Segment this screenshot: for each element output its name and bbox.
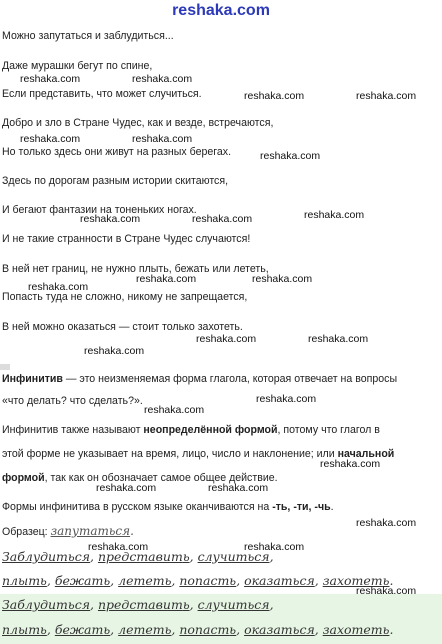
word-stem: захотет xyxy=(322,573,383,588)
word-stem: представит xyxy=(97,549,183,564)
word-sep: , xyxy=(46,573,55,588)
word-ending: ь xyxy=(229,573,237,588)
answer-line-2 xyxy=(2,622,393,637)
answer-line-1 xyxy=(2,597,274,612)
word-sep: , xyxy=(269,597,274,612)
poem-line: Если представить, что может случиться. xyxy=(2,88,202,100)
word-stem: плыт xyxy=(2,573,41,588)
text: Формы инфинитива в русском языке оканчиваются на xyxy=(2,501,273,513)
poem-line: Здесь по дорогам разным истории скитаются, xyxy=(2,175,229,187)
watermark: reshaka.com xyxy=(260,150,321,162)
word-sep: , xyxy=(236,622,245,637)
watermark: reshaka.com xyxy=(244,541,305,553)
watermark: reshaka.com xyxy=(356,585,417,597)
watermark: reshaka.com xyxy=(84,345,145,357)
watermark: reshaka.com xyxy=(132,133,193,145)
word-ending: ься xyxy=(247,597,270,612)
word-sep: , xyxy=(269,549,274,564)
word-stem: бежат xyxy=(54,622,104,637)
word-stem: Заблудит xyxy=(2,549,68,564)
watermark: reshaka.com xyxy=(256,393,317,405)
word-ending: ь xyxy=(103,622,111,637)
term: -ть, -ти, -чь xyxy=(272,501,331,513)
word-ending: ься xyxy=(67,549,90,564)
word-ending: еть xyxy=(145,573,172,588)
watermark: reshaka.com xyxy=(304,209,365,221)
term: Инфинитив xyxy=(2,373,63,385)
text: , потому что глагол в xyxy=(277,424,380,436)
watermark: reshaka.com xyxy=(244,90,305,102)
word-stem: оказат xyxy=(244,622,293,637)
watermark: reshaka.com xyxy=(132,73,193,85)
word-sep: , xyxy=(171,622,180,637)
watermark: reshaka.com xyxy=(136,273,197,285)
site-title[interactable]: reshaka.com xyxy=(172,2,270,19)
poem-line: Добро и зло в Стране Чудес, как и везде, встречаются, xyxy=(2,117,274,129)
theory-line: «что делать? что сделать?». xyxy=(2,395,143,407)
term: начальной xyxy=(337,448,395,460)
text: Инфинитив также называют xyxy=(2,424,144,436)
sample-line xyxy=(2,524,134,538)
text: этой форме не указывает на время, лицо, число и наклонение; или xyxy=(2,448,338,460)
poem-line: Но только здесь они живут на разных берегах. xyxy=(2,146,232,158)
watermark: reshaka.com xyxy=(192,213,253,225)
word-sep: , xyxy=(189,597,198,612)
word-stem: оказат xyxy=(244,573,293,588)
word-stem: случит xyxy=(197,549,248,564)
watermark: reshaka.com xyxy=(28,281,89,293)
sample-comma: . xyxy=(130,524,134,538)
watermark: reshaka.com xyxy=(320,458,381,470)
watermark: reshaka.com xyxy=(96,482,157,494)
word-ending: ься xyxy=(292,573,315,588)
word-ending: ь xyxy=(182,549,190,564)
exercise-line-2 xyxy=(2,573,393,588)
poem-line: В ней можно оказаться — стоит только захотеть. xyxy=(2,321,243,333)
word-stem: попаст xyxy=(179,622,230,637)
word-ending: ь xyxy=(382,573,390,588)
word-ending: ь xyxy=(103,573,111,588)
term: неопределённой формой xyxy=(143,424,278,436)
poem-line: Можно запутаться и заблудиться... xyxy=(2,30,174,42)
word-sep: , xyxy=(46,622,55,637)
watermark: reshaka.com xyxy=(144,404,205,416)
divider-mark xyxy=(0,364,10,370)
word-ending: ь xyxy=(40,622,47,637)
word-stem: плыт xyxy=(2,622,41,637)
watermark: reshaka.com xyxy=(356,90,417,102)
poem-line: Попасть туда не сложно, никому не запрещается, xyxy=(2,291,248,303)
word-stem: лет xyxy=(118,622,146,637)
word-ending: ься xyxy=(67,597,90,612)
watermark: reshaka.com xyxy=(252,273,313,285)
poem-line: И не такие странности в Стране Чудес случаются! xyxy=(2,233,251,245)
word-sep: , xyxy=(90,549,98,564)
word-ending: ь xyxy=(229,622,237,637)
word-sep: , xyxy=(171,573,180,588)
word-ending: ься xyxy=(292,622,315,637)
watermark: reshaka.com xyxy=(80,213,141,225)
text: — это неизменяемая форма глагола, которая отвечает на вопросы xyxy=(62,373,398,385)
watermark: reshaka.com xyxy=(356,517,417,529)
word-sep: , xyxy=(110,622,119,637)
word-stem: представит xyxy=(97,597,183,612)
word-ending: ь xyxy=(382,622,390,637)
word-stem: бежат xyxy=(54,573,104,588)
sample-label: Образец: xyxy=(2,526,51,538)
word-stem: Заблудит xyxy=(2,597,68,612)
word-ending: еть xyxy=(145,622,172,637)
sample-ending: ься xyxy=(108,524,131,538)
word-sep: , xyxy=(314,573,323,588)
theory-line xyxy=(2,501,334,513)
word-ending: ься xyxy=(247,549,270,564)
word-stem: лет xyxy=(118,573,146,588)
poem-line: В ней нет границ, не нужно плыть, бежать или лететь, xyxy=(2,263,269,275)
watermark: reshaka.com xyxy=(308,333,369,345)
poem-line: И бегают фантазии на тоненьких ногах. xyxy=(2,204,197,216)
sample-stem: запутат xyxy=(50,524,109,538)
word-ending: ь xyxy=(40,573,47,588)
word-stem: случит xyxy=(197,597,248,612)
word-sep: , xyxy=(236,573,245,588)
watermark: reshaka.com xyxy=(208,482,269,494)
theory-line xyxy=(2,424,380,436)
word-sep: . xyxy=(389,573,394,588)
word-sep: , xyxy=(189,549,198,564)
word-sep: , xyxy=(110,573,119,588)
text: , так как он обозначает самое общее действие. xyxy=(44,472,278,484)
word-stem: попаст xyxy=(179,573,230,588)
watermark: reshaka.com xyxy=(196,333,257,345)
term: формой xyxy=(2,472,45,484)
word-stem: захотет xyxy=(322,622,383,637)
poem-line: Даже мурашки бегут по спине, xyxy=(2,60,153,72)
word-sep: . xyxy=(389,622,394,637)
text: . xyxy=(330,501,334,513)
word-sep: , xyxy=(90,597,98,612)
word-sep: , xyxy=(314,622,323,637)
watermark: reshaka.com xyxy=(88,541,149,553)
watermark: reshaka.com xyxy=(20,133,81,145)
watermark: reshaka.com xyxy=(20,73,81,85)
word-ending: ь xyxy=(182,597,190,612)
theory-line xyxy=(2,373,397,385)
